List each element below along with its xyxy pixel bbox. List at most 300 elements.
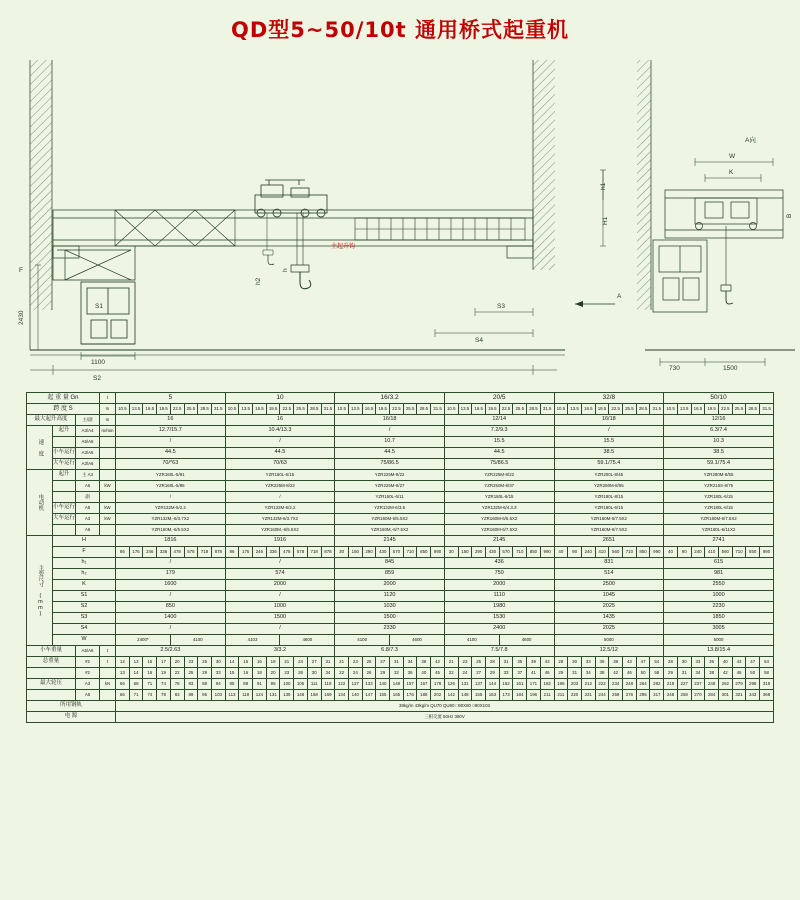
span-value-35: 19.5	[595, 404, 609, 415]
dim-K-2: 2000	[335, 580, 445, 591]
span-value-11: 19.5	[266, 404, 280, 415]
weight-2-18: 26	[362, 668, 376, 679]
motor-4-2: YZR160M-6/5.5X2	[335, 514, 445, 525]
label-1100: 1100	[91, 359, 105, 366]
label-weight-1: 总重量	[27, 657, 76, 668]
speed-3-0: 70/*63	[116, 459, 226, 470]
row-power	[27, 712, 774, 723]
span-value-26: 16.5	[472, 404, 486, 415]
weight-3-5: 83	[184, 679, 198, 690]
weight-4-27: 163	[486, 690, 500, 701]
label-motor-duty-5: A6	[76, 525, 100, 536]
motor-3-1: YZR132M-6/2.2	[225, 503, 335, 514]
label-weight-0: 小车重量	[27, 646, 76, 657]
label-AA: A向	[745, 137, 756, 144]
weight-1-10: 16	[253, 657, 267, 668]
label-motor-duty-3: A5	[76, 503, 100, 514]
weight-1-8: 14	[225, 657, 239, 668]
row-rail	[27, 701, 774, 712]
motor-4-3: YZR160M-6/5.5X2	[444, 514, 554, 525]
weight-4-17: 140	[348, 690, 362, 701]
weight-4-14: 158	[307, 690, 321, 701]
weight-2-19: 29	[376, 668, 390, 679]
dim-F-37: 710	[623, 547, 637, 558]
dim-F-0: 86	[116, 547, 130, 558]
dim-S3-1: 1500	[225, 613, 335, 624]
span-value-19: 19.5	[376, 404, 390, 415]
unit-weight-4	[100, 690, 116, 701]
label-dim-h₂: h₂	[53, 569, 116, 580]
weight-4-15: 169	[321, 690, 335, 701]
dim-h₁-2: 845	[335, 558, 445, 569]
weight-2-0: 13	[116, 668, 130, 679]
weight-2-32: 29	[554, 668, 568, 679]
weight-3-33: 203	[568, 679, 582, 690]
weight-4-10: 124	[253, 690, 267, 701]
label-lift-height: 最大起升高度	[27, 415, 76, 426]
span-value-37: 25.5	[623, 404, 637, 415]
lift-height-2: 16/18	[335, 415, 445, 426]
weight-2-33: 31	[568, 668, 582, 679]
weight-1-33: 30	[568, 657, 582, 668]
span-value-7: 31.5	[211, 404, 225, 415]
lift-height-0: 16	[116, 415, 226, 426]
motor-2-5: YZR180L-6/15	[664, 492, 774, 503]
label-power: 电 源	[27, 712, 116, 723]
weight-4-3: 78	[157, 690, 171, 701]
weight-3-13: 105	[294, 679, 308, 690]
dim-F-16: 30	[335, 547, 349, 558]
motor-0-2: YZR225M-8/22	[335, 470, 445, 481]
motor-4-5: YZR160M-6/7.5X2	[664, 514, 774, 525]
weight-3-30: 171	[527, 679, 541, 690]
spec-table-wrapper	[26, 392, 774, 723]
row-motor-2	[27, 492, 774, 503]
span-value-14: 28.5	[307, 404, 321, 415]
weight-2-46: 50	[746, 668, 760, 679]
weight-2-41: 31	[677, 668, 691, 679]
capacity-value-5: 50/10	[664, 393, 774, 404]
weight-1-4: 20	[170, 657, 184, 668]
weight-4-38: 295	[636, 690, 650, 701]
dim-h₂-4: 514	[554, 569, 664, 580]
speed-1-4: 15.5	[554, 437, 664, 448]
dim-F-2: 246	[143, 547, 157, 558]
dim-H-3: 2145	[444, 536, 554, 547]
weight-1-5: 23	[184, 657, 198, 668]
row-dim-4	[27, 580, 774, 591]
weight-4-29: 184	[513, 690, 527, 701]
motor-3-2: YZR132M-6/3.5	[335, 503, 445, 514]
weight-2-45: 46	[732, 668, 746, 679]
span-value-45: 25.5	[732, 404, 746, 415]
weight-0-2: 6.8/7.3	[335, 646, 445, 657]
motor-4-4: YZR160M-6/7.5X2	[554, 514, 664, 525]
weight-2-28: 33	[499, 668, 513, 679]
motor-0-0: YZR160L-5/81	[116, 470, 226, 481]
dim-F-7: 878	[211, 547, 225, 558]
speed-2-4: 38.5	[554, 448, 664, 459]
label-speed-duty-2: A3/A6	[76, 448, 100, 459]
span-value-21: 25.5	[403, 404, 417, 415]
span-value-39: 31.5	[650, 404, 664, 415]
dim-F-14: 718	[307, 547, 321, 558]
weight-4-44: 301	[718, 690, 732, 701]
dim-F-45: 710	[732, 547, 746, 558]
weight-4-19: 155	[376, 690, 390, 701]
dim-h₁-5: 615	[664, 558, 774, 569]
span-value-6: 28.5	[198, 404, 212, 415]
weight-4-25: 148	[458, 690, 472, 701]
weight-2-1: 14	[129, 668, 143, 679]
weight-1-25: 23	[458, 657, 472, 668]
motor-5-4: YZR160M-6/7.5X2	[554, 525, 664, 536]
label-hook-note: 主起升钩	[331, 244, 356, 250]
dim-W-0b: 4100	[170, 635, 225, 646]
speed-0-1: 10.4/13.3	[225, 426, 335, 437]
row-weight-0	[27, 646, 774, 657]
row-dim-1	[27, 547, 774, 558]
weight-2-5: 25	[184, 668, 198, 679]
span-value-40: 10.5	[664, 404, 678, 415]
weight-3-45: 279	[732, 679, 746, 690]
span-value-18: 16.5	[362, 404, 376, 415]
span-value-23: 31.5	[431, 404, 445, 415]
weight-1-35: 36	[595, 657, 609, 668]
label-motor-duty-0: 主 A3	[76, 470, 100, 481]
dim-W-1a: 4103	[225, 635, 280, 646]
dim-F-1: 176	[129, 547, 143, 558]
speed-1-1: /	[225, 437, 335, 448]
label-S1: S1	[95, 303, 103, 310]
motor-0-5: YZR280M-8/55	[664, 470, 774, 481]
weight-2-27: 29	[486, 668, 500, 679]
dim-K-4: 2500	[554, 580, 664, 591]
motor-1-2: YZR225M-8/27	[335, 481, 445, 492]
dim-F-13: 578	[294, 547, 308, 558]
label-motor-item-3: 小车运行	[53, 503, 76, 514]
weight-1-38: 47	[636, 657, 650, 668]
span-value-46: 28.5	[746, 404, 760, 415]
motor-0-1: YZR160L-6/15	[225, 470, 335, 481]
weight-2-6: 29	[198, 668, 212, 679]
weight-1-24: 21	[444, 657, 458, 668]
motor-1-1: YZR225M-8/22	[225, 481, 335, 492]
row-speed-0	[27, 426, 774, 437]
weight-2-10: 18	[253, 668, 267, 679]
value-rail: 38kg/m 43kg/m QU70 QU80 □90X80 □90X103	[116, 701, 774, 712]
weight-2-4: 22	[170, 668, 184, 679]
speed-1-0: /	[116, 437, 226, 448]
weight-3-12: 100	[280, 679, 294, 690]
weight-4-47: 368	[760, 690, 774, 701]
weight-2-25: 24	[458, 668, 472, 679]
dim-F-15: 878	[321, 547, 335, 558]
weight-3-8: 85	[225, 679, 239, 690]
span-value-1: 13.5	[129, 404, 143, 415]
weight-3-3: 74	[157, 679, 171, 690]
label-dim-S2: S2	[53, 602, 116, 613]
weight-4-1: 71	[129, 690, 143, 701]
weight-1-43: 36	[705, 657, 719, 668]
lift-height-1: 16	[225, 415, 335, 426]
label-h: h	[282, 268, 289, 272]
weight-4-45: 321	[732, 690, 746, 701]
weight-3-22: 167	[417, 679, 431, 690]
label-speed-item-1	[53, 437, 76, 448]
dim-F-4: 478	[170, 547, 184, 558]
weight-4-26: 155	[472, 690, 486, 701]
weight-4-20: 165	[390, 690, 404, 701]
weight-1-23: 42	[431, 657, 445, 668]
dim-W-3a: 4100	[444, 635, 499, 646]
weight-2-2: 16	[143, 668, 157, 679]
label-H1: H1	[602, 216, 609, 225]
weight-2-11: 20	[266, 668, 280, 679]
unit-weight-3: kN	[100, 679, 116, 690]
row-weight-3	[27, 679, 774, 690]
weight-2-15: 34	[321, 668, 335, 679]
label-K: K	[729, 169, 734, 176]
weight-4-8: 113	[225, 690, 239, 701]
weight-2-7: 33	[211, 668, 225, 679]
unit-motor-3: kW	[100, 503, 116, 514]
weight-3-32: 196	[554, 679, 568, 690]
dim-F-17: 150	[348, 547, 362, 558]
dim-F-22: 850	[417, 547, 431, 558]
speed-3-1: 70/63	[225, 459, 335, 470]
dim-F-30: 850	[527, 547, 541, 558]
dim-S1-4: 1045	[554, 591, 664, 602]
weight-4-7: 103	[211, 690, 225, 701]
weight-4-9: 118	[239, 690, 253, 701]
unit-speed-2	[100, 448, 116, 459]
dim-K-5: 2550	[664, 580, 774, 591]
weight-2-26: 27	[472, 668, 486, 679]
weight-3-25: 131	[458, 679, 472, 690]
span-value-44: 22.5	[718, 404, 732, 415]
dim-F-35: 410	[595, 547, 609, 558]
speed-3-4: 59.1/75.4	[554, 459, 664, 470]
lift-height-5: 12/16	[664, 415, 774, 426]
row-dim-2	[27, 558, 774, 569]
weight-1-12: 21	[280, 657, 294, 668]
weight-1-19: 27	[376, 657, 390, 668]
motor-3-0: YZR132M-5/2.2	[116, 503, 226, 514]
span-value-29: 25.5	[513, 404, 527, 415]
weight-3-19: 140	[376, 679, 390, 690]
speed-3-2: 75/86.5	[335, 459, 445, 470]
unit-motor-5	[100, 525, 116, 536]
speed-3-3: 75/86.5	[444, 459, 554, 470]
weight-4-0: 66	[116, 690, 130, 701]
motor-2-2: YZR160L-6/11	[335, 492, 445, 503]
dim-S1-3: 1110	[444, 591, 554, 602]
weight-4-23: 202	[431, 690, 445, 701]
row-dim-6	[27, 602, 774, 613]
label-dim-K: K	[53, 580, 116, 591]
speed-2-1: 44.5	[225, 448, 335, 459]
speed-0-2: /	[335, 426, 445, 437]
weight-2-23: 45	[431, 668, 445, 679]
label-motor-item-2	[53, 492, 76, 503]
weight-1-46: 47	[746, 657, 760, 668]
dim-h₂-5: 981	[664, 569, 774, 580]
motor-3-4: YZR180L-6/15	[554, 503, 664, 514]
label-dim-S3: S3	[53, 613, 116, 624]
span-value-31: 31.5	[540, 404, 554, 415]
weight-2-8: 15	[225, 668, 239, 679]
label-speed-item-3: 大车运行	[53, 459, 76, 470]
label-weight-duty-0: A5/A6	[76, 646, 100, 657]
weight-4-30: 196	[527, 690, 541, 701]
weight-1-44: 40	[718, 657, 732, 668]
weight-1-40: 28	[664, 657, 678, 668]
label-dim-group: 主要尺寸 (mm)	[27, 536, 53, 646]
label-weight-duty-4: A5	[76, 690, 100, 701]
weight-1-11: 18	[266, 657, 280, 668]
speed-2-5: 38.5	[664, 448, 774, 459]
dim-h₂-3: 750	[444, 569, 554, 580]
dim-S2-0: 850	[116, 602, 226, 613]
weight-3-16: 122	[335, 679, 349, 690]
weight-2-37: 46	[623, 668, 637, 679]
label-motor-duty-1: A6	[76, 481, 100, 492]
weight-3-37: 248	[623, 679, 637, 690]
row-speed-2	[27, 448, 774, 459]
row-dim-8	[27, 624, 774, 635]
unit-capacity: t	[100, 393, 116, 404]
span-value-0: 10.5	[116, 404, 130, 415]
dim-W-5: 5000	[664, 635, 774, 646]
row-capacity	[27, 393, 774, 404]
weight-3-35: 222	[595, 679, 609, 690]
label-h2: h2	[255, 277, 262, 285]
weight-3-24: 126	[444, 679, 458, 690]
label-weight-2	[27, 668, 76, 679]
unit-motor-4: kW	[100, 514, 116, 525]
label-dim-F: F	[53, 547, 116, 558]
weight-3-36: 234	[609, 679, 623, 690]
motor-1-5: YZR215S-8/75	[664, 481, 774, 492]
dim-F-38: 850	[636, 547, 650, 558]
weight-4-28: 173	[499, 690, 513, 701]
label-2430: 2430	[18, 310, 25, 325]
label-F: F	[19, 267, 23, 274]
dim-K-0: 1600	[116, 580, 226, 591]
dim-S2-1: 1000	[225, 602, 335, 613]
weight-3-47: 319	[760, 679, 774, 690]
weight-3-18: 133	[362, 679, 376, 690]
motor-5-2: YZR160M,-6/7.5X2	[335, 525, 445, 536]
unit-weight-1: t	[100, 657, 116, 668]
dim-F-10: 246	[253, 547, 267, 558]
dim-F-34: 240	[581, 547, 595, 558]
row-weight-2	[27, 668, 774, 679]
capacity-value-0: 5	[116, 393, 226, 404]
label-speed-duty-0: A3/A4	[76, 426, 100, 437]
weight-3-6: 88	[198, 679, 212, 690]
motor-2-4: YZR180L-8/15	[554, 492, 664, 503]
label-speed-duty-1: A5/A6	[76, 437, 100, 448]
span-value-16: 10.5	[335, 404, 349, 415]
dim-W-2a: 4100	[335, 635, 390, 646]
weight-3-2: 71	[143, 679, 157, 690]
unit-motor-1: kW	[100, 481, 116, 492]
label-weight-duty-2: #2	[76, 668, 100, 679]
weight-3-29: 161	[513, 679, 527, 690]
weight-2-24: 22	[444, 668, 458, 679]
dim-S4-5: 3005	[664, 624, 774, 635]
speed-3-5: 59.1/75.4	[664, 459, 774, 470]
span-value-41: 13.5	[677, 404, 691, 415]
span-value-36: 22.5	[609, 404, 623, 415]
weight-1-14: 27	[307, 657, 321, 668]
motor-5-0: YZR160M,-6/5.5X2	[116, 525, 226, 536]
lift-height-3: 12/14	[444, 415, 554, 426]
dim-W-2b: 4600	[390, 635, 445, 646]
weight-2-13: 26	[294, 668, 308, 679]
weight-1-17: 23	[348, 657, 362, 668]
dim-F-19: 430	[376, 547, 390, 558]
dim-S2-4: 2025	[554, 602, 664, 613]
unit-weight-2	[100, 668, 116, 679]
weight-2-21: 36	[403, 668, 417, 679]
dim-S1-1: /	[225, 591, 335, 602]
dim-F-29: 710	[513, 547, 527, 558]
span-value-2: 16.5	[143, 404, 157, 415]
dim-F-46: 850	[746, 547, 760, 558]
span-value-3: 19.5	[157, 404, 171, 415]
unit-lift-height: m	[100, 415, 116, 426]
dim-h₂-1: 574	[225, 569, 335, 580]
dim-F-5: 578	[184, 547, 198, 558]
weight-4-12: 139	[280, 690, 294, 701]
row-motor-0	[27, 470, 774, 481]
label-motor-item-1	[53, 481, 76, 492]
label-motor-group: 电动机	[27, 470, 53, 536]
label-weight-4	[27, 690, 76, 701]
weight-1-9: 15	[239, 657, 253, 668]
weight-4-18: 147	[362, 690, 376, 701]
dim-h₁-1: /	[225, 558, 335, 569]
weight-1-1: 13	[129, 657, 143, 668]
span-value-30: 28.5	[527, 404, 541, 415]
row-span	[27, 404, 774, 415]
dim-S3-5: 1850	[664, 613, 774, 624]
dim-F-24: 30	[444, 547, 458, 558]
dim-S3-0: 1400	[116, 613, 226, 624]
span-value-24: 10.5	[444, 404, 458, 415]
motor-1-3: YZR250M-8/37	[444, 481, 554, 492]
weight-4-40: 248	[664, 690, 678, 701]
weight-4-31: 211	[540, 690, 554, 701]
dim-F-23: 990	[431, 547, 445, 558]
dim-F-33: 90	[568, 547, 582, 558]
crane-drawing	[5, 50, 795, 380]
label-speed-group: 速 度	[27, 426, 53, 470]
weight-3-17: 127	[348, 679, 362, 690]
span-value-42: 16.5	[691, 404, 705, 415]
capacity-value-3: 20/5	[444, 393, 554, 404]
weight-1-3: 17	[157, 657, 171, 668]
weight-3-41: 227	[677, 679, 691, 690]
unit-speed-1	[100, 437, 116, 448]
dim-F-44: 560	[718, 547, 732, 558]
weight-2-12: 23	[280, 668, 294, 679]
span-value-34: 16.5	[581, 404, 595, 415]
dim-F-47: 990	[760, 547, 774, 558]
